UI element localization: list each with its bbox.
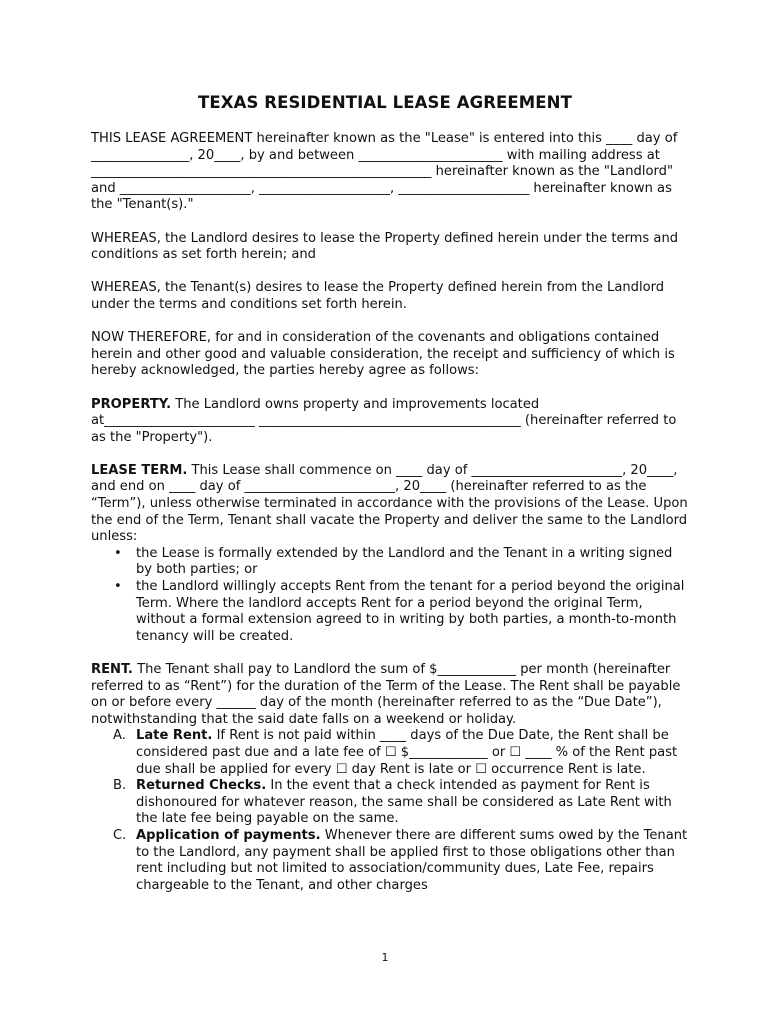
list-item <box>113 728 689 778</box>
lease-term-text: This Lease shall commence on ____ day of _______________________, 20____, and end on ____ day of _______________________, 20____ (hereinafter referred to as the “Term”), unless otherwise terminated in accordance with the provisions of the Lease. Upon the end of the Term, Tenant shall vacate the Property and deliver the same to the Landlord unless: <box>91 462 688 545</box>
page-number: 1 <box>381 951 389 964</box>
whereas-tenant-paragraph: WHEREAS, the Tenant(s) desires to lease the Property defined herein from the Landlord under the terms and conditions set forth herein. <box>91 280 665 312</box>
list-item <box>113 778 689 828</box>
rent-section <box>91 662 689 728</box>
list-marker: B. <box>113 778 127 794</box>
whereas-landlord-paragraph: WHEREAS, the Landlord desires to lease the Property defined herein under the terms and conditions as set forth herein; and <box>91 230 679 263</box>
list-item <box>113 827 689 894</box>
rent-text: The Tenant shall pay to Landlord the sum of $____________ per month (hereinafter referred to as “Rent”) for the duration of the Term of the Lease. The Rent shall be payable on or before every ______ day of the month (hereinafter referred to as the “Due Date”), notwithstanding that the said date falls on a weekend or holiday. <box>91 662 681 727</box>
late-rent-heading: Late Rent. <box>136 728 213 744</box>
document-body <box>91 131 689 894</box>
list-marker: C. <box>113 827 127 843</box>
property-section <box>91 397 689 447</box>
late-rent-text: If Rent is not paid within ____ days of the Due Date, the Rent shall be considered past due and a late fee of ☐ $____________ or ☐ ____ % of the Rent past due shall be applied for every ☐ day Rent is late or ☐ occurrence Rent is late. <box>136 728 678 777</box>
application-of-payments-text: Whenever there are different sums owed by the Tenant to the Landlord, any payment shall be applied first to those obligations other than rent including but not limited to association/community dues, Late Fee, repairs chargeable to the Tenant, and other charges <box>136 827 688 893</box>
list-item: • the Landlord willingly accepts Rent from the tenant for a period beyond the original Term. Where the landlord accepts Rent for a period beyond the original Term, without a formal extension agreed to in writing by both parties, a month-to-month tenancy will be created. <box>136 579 689 645</box>
list-marker: A. <box>113 728 126 744</box>
rent-subsections <box>91 728 689 894</box>
returned-checks-heading: Returned Checks. <box>136 778 267 794</box>
returned-checks-text: In the event that a check intended as payment for Rent is dishonoured for whatever reason, the same shall be considered as Late Rent with the late fee being payable on the same. <box>136 778 672 827</box>
property-text: The Landlord owns property and improvements located at_______________________ ________________________________________ (hereinafter referred to as the "Property"). <box>91 396 677 445</box>
list-item: • the Lease is formally extended by the Landlord and the Tenant in a writing signed by both parties; or <box>136 546 689 579</box>
lease-term-section <box>91 463 689 546</box>
lease-term-heading: LEASE TERM. <box>91 462 188 478</box>
intro-paragraph: THIS LEASE AGREEMENT hereinafter known as the "Lease" is entered into this ____ day of _______________, 20____, by and between ______________________ with mailing address at ____________________________________________________ hereinafter known as the "Landlord" and ____________________, ____________________, ____________________ hereinafter known as the "Tenant(s)." <box>91 131 678 213</box>
property-heading: PROPERTY. <box>91 396 172 412</box>
lease-term-conditions <box>91 546 689 646</box>
now-therefore-paragraph: NOW THEREFORE, for and in consideration of the covenants and obligations contained herein and other good and valuable consideration, the receipt and sufficiency of which is hereby acknowledged, the parties hereby agree as follows: <box>91 330 675 379</box>
application-of-payments-heading: Application of payments. <box>136 827 321 843</box>
document-title: TEXAS RESIDENTIAL LEASE AGREEMENT <box>198 93 572 112</box>
rent-heading: RENT. <box>91 662 133 677</box>
